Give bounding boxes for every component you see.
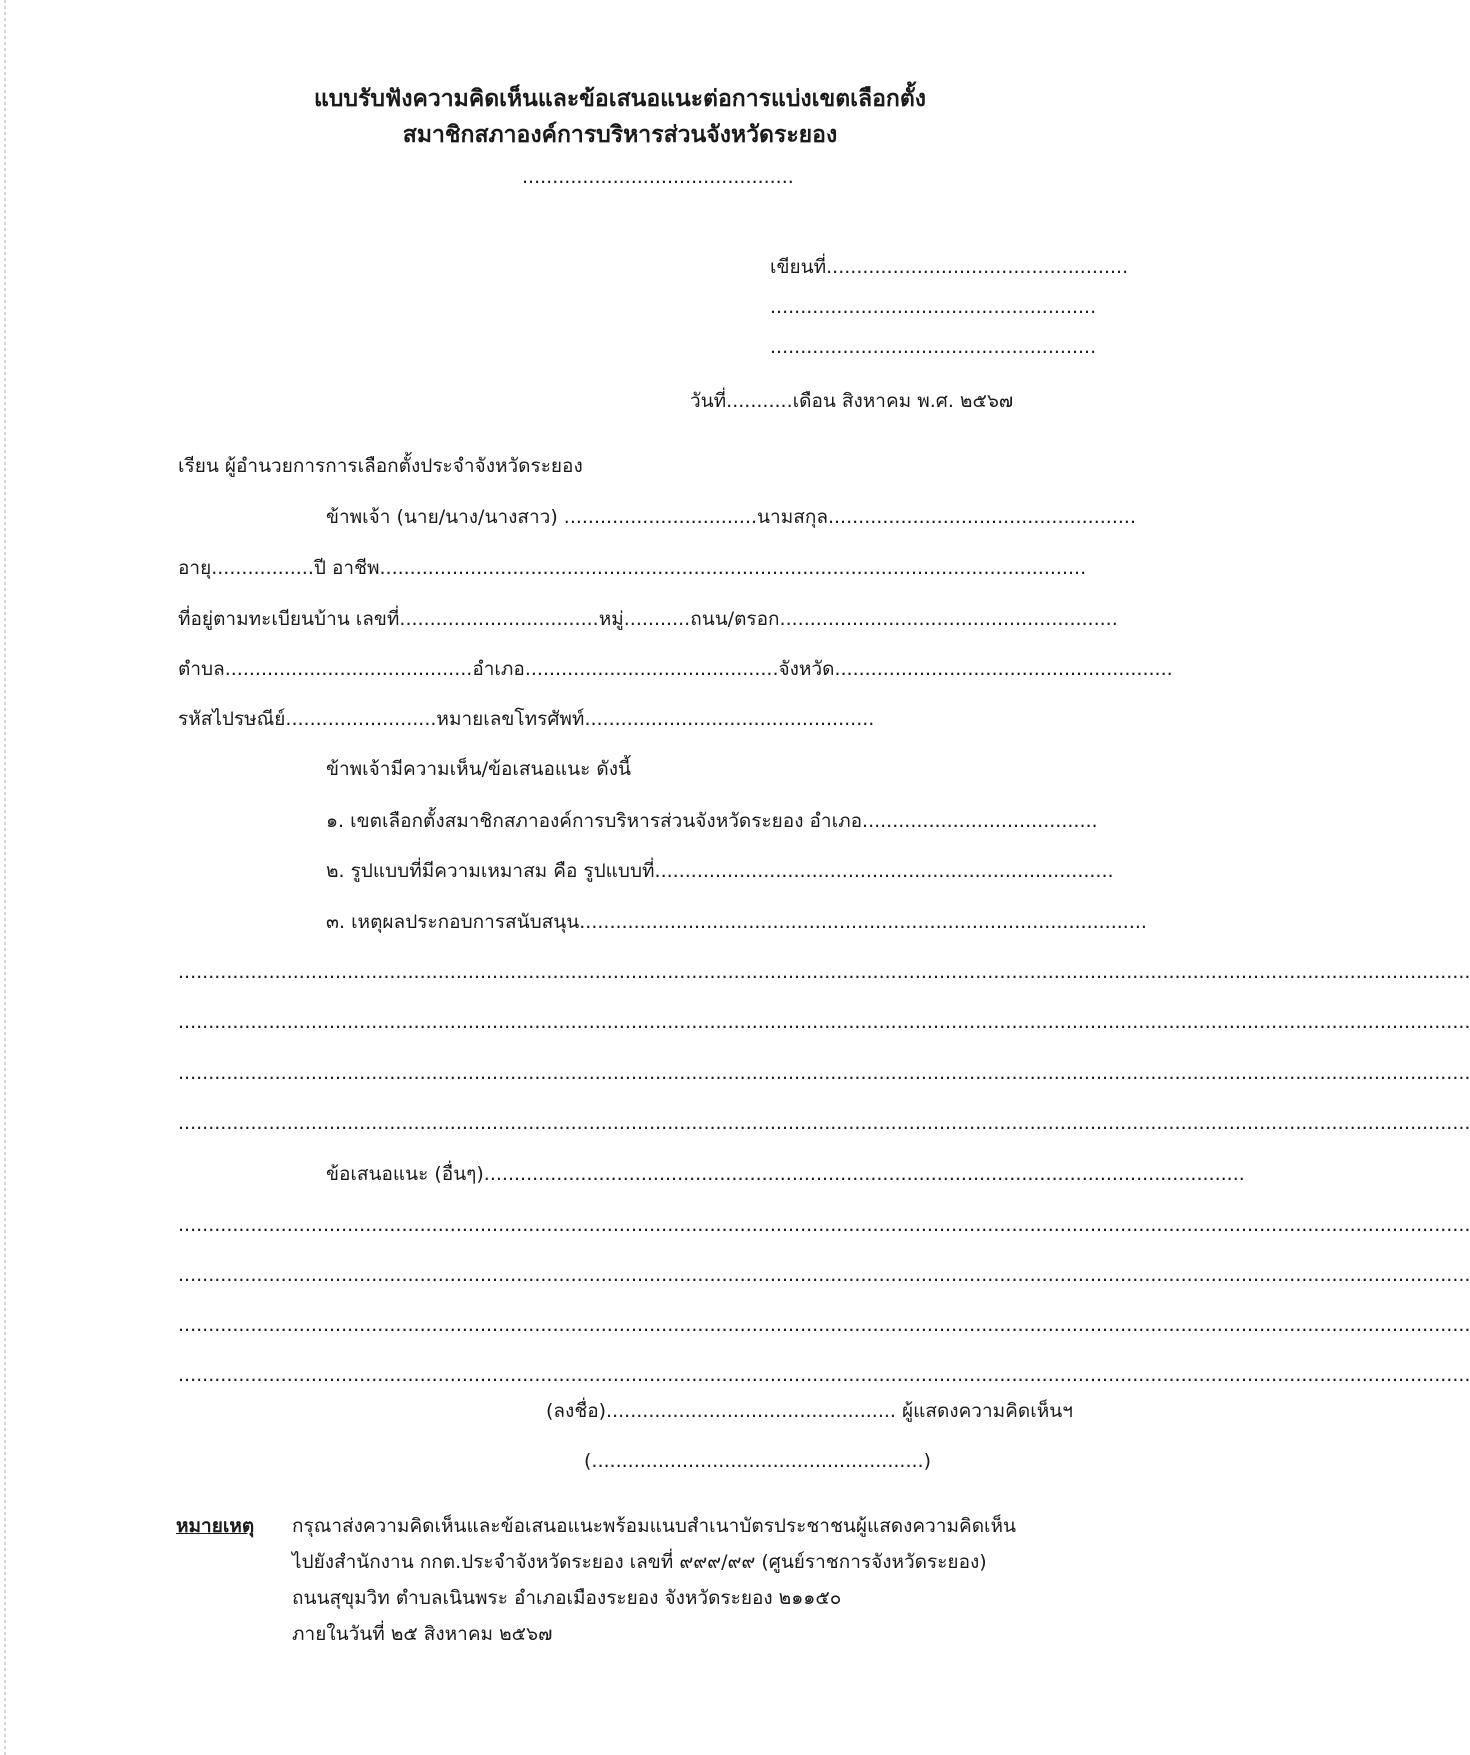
title-dotted-rule: ............................................. [522,166,794,188]
form-title-line1: แบบรับฟังความคิดเห็นและข้อเสนอแนะต่อการแบ่งเขตเลือกตั้ง [313,86,927,112]
reason-blank-line[interactable]: ...................................................................................................................................................................................................................... [178,1112,1470,1134]
reason-blank-line[interactable]: ...................................................................................................................................................................................................................... [178,1062,1470,1084]
form-title-line2: สมาชิกสภาองค์การบริหารส่วนจังหวัดระยอง [402,122,838,148]
scan-edge [4,0,6,1755]
name-field-line[interactable]: ข้าพเจ้า (นาย/นาง/นางสาว) ................................นามสกุล................................................... [326,506,1136,528]
reason-blank-line[interactable]: ...................................................................................................................................................................................................................... [178,961,1470,983]
note-line-1: กรุณาส่งความคิดเห็นและข้อเสนอแนะพร้อมแนบสำเนาบัตรประชาชนผู้แสดงความคิดเห็น [292,1515,1017,1537]
opinion-item-2[interactable]: ๒. รูปแบบที่มีความเหมาสม คือ รูปแบบที่............................................................................ [326,860,1114,882]
age-occupation-line[interactable]: อายุ.................ปี อาชีพ..................................................................................................................... [178,557,1087,579]
opinion-intro: ข้าพเจ้ามีความเห็น/ข้อเสนอแนะ ดังนี้ [326,758,631,780]
house-address-line[interactable]: ที่อยู่ตามทะเบียนบ้าน เลขที่.................................หมู่...........ถนน/ตรอก........................................................ [178,608,1118,630]
written-at-field[interactable]: เขียนที่.................................................. [770,256,1129,278]
postal-phone-line[interactable]: รหัสไปรษณีย์.........................หมายเลขโทรศัพท์................................................ [178,708,875,730]
signature-name-paren[interactable]: (.......................................................) [584,1450,932,1472]
reason-blank-line[interactable]: ...................................................................................................................................................................................................................... [178,1011,1470,1033]
suggestion-blank-line[interactable]: ...................................................................................................................................................................................................................... [178,1264,1470,1286]
opinion-item-3[interactable]: ๓. เหตุผลประกอบการสนับสนุน.............................................................................................. [326,911,1147,933]
date-line[interactable]: วันที่...........เดือน สิงหาคม พ.ศ. ๒๕๖๗ [690,390,1014,412]
note-line-2: ไปยังสำนักงาน กกต.ประจำจังหวัดระยอง เลขที่ ๙๙๙/๙๙ (ศูนย์ราชการจังหวัดระยอง) [292,1551,987,1573]
note-label: หมายเหตุ [176,1515,255,1537]
suggestion-field[interactable]: ข้อเสนอแนะ (อื่นๆ).............................................................................................................................. [326,1163,1245,1185]
suggestion-blank-line[interactable]: ...................................................................................................................................................................................................................... [178,1314,1470,1336]
suggestion-blank-line[interactable]: ...................................................................................................................................................................................................................... [178,1364,1470,1386]
opinion-item-1[interactable]: ๑. เขตเลือกตั้งสมาชิกสภาองค์การบริหารส่วนจังหวัดระยอง อำเภอ....................................... [326,810,1098,832]
suggestion-blank-line[interactable]: ...................................................................................................................................................................................................................... [178,1214,1470,1236]
note-line-4: ภายในวันที่ ๒๕ สิงหาคม ๒๕๖๗ [292,1623,553,1645]
note-line-3: ถนนสุขุมวิท ตำบลเนินพระ อำเภอเมืองระยอง จังหวัดระยอง ๒๑๑๕๐ [292,1587,842,1609]
signature-line[interactable]: (ลงชื่อ)................................................ ผู้แสดงความคิดเห็นฯ [546,1400,1073,1422]
subdistrict-district-line[interactable]: ตำบล.........................................อำเภอ..........................................จังหวัด........................................................ [178,658,1173,680]
written-at-line2[interactable]: ...................................................... [770,296,1097,318]
salutation: เรียน ผู้อำนวยการการเลือกตั้งประจำจังหวัดระยอง [178,455,583,477]
written-at-line3[interactable]: ...................................................... [770,336,1097,358]
